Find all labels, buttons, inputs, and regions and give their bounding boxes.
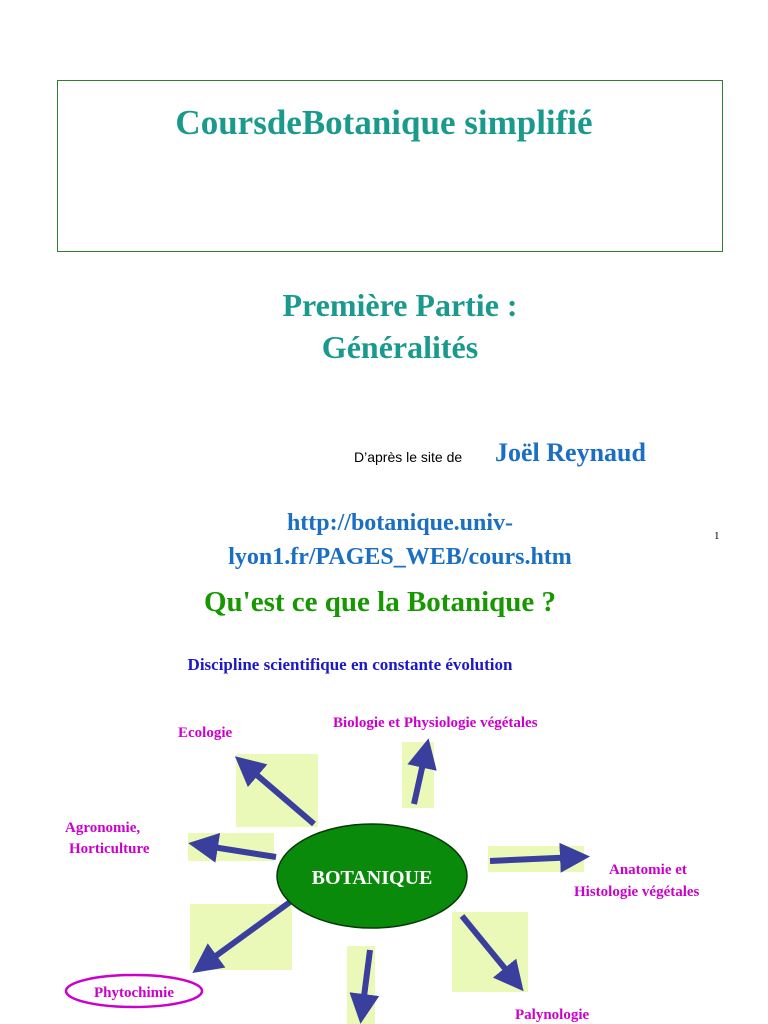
label-anatomie-1: Anatomie et <box>609 862 687 878</box>
section-question: Qu'est ce que la Botanique ? <box>203 586 557 618</box>
label-agronomie-1: Agronomie, <box>65 820 141 836</box>
center-label: BOTANIQUE <box>311 867 433 889</box>
source-url[interactable] <box>200 506 600 574</box>
part-title <box>0 284 768 368</box>
label-palynologie: Palynologie <box>515 1007 590 1023</box>
source-url-line1[interactable]: http://botanique.univ- <box>286 510 514 536</box>
label-anatomie-2: Histologie végétales <box>574 884 700 900</box>
label-ecologie: Ecologie <box>178 725 233 741</box>
label-agronomie-2: Horticulture <box>69 841 150 857</box>
section-subtitle: Discipline scientifique en constante évolution <box>187 655 513 674</box>
botany-diagram <box>0 690 768 1024</box>
credit-author: Joël Reynaud <box>495 438 646 467</box>
part-title-line2: Généralités <box>321 329 479 365</box>
source-url-line2[interactable]: lyon1.fr/PAGES_WEB/cours.htm <box>228 544 572 570</box>
slide-number: 1 <box>714 530 720 542</box>
credit-prefix: D’après le site de <box>354 449 463 465</box>
label-phytochimie: Phytochimie <box>94 985 174 1001</box>
course-title: CoursdeBotanique simplifié <box>175 103 593 142</box>
label-biologie: Biologie et Physiologie végétales <box>333 715 538 731</box>
part-title-line1: Première Partie : <box>282 287 518 323</box>
arrow-anatomie <box>490 857 578 861</box>
